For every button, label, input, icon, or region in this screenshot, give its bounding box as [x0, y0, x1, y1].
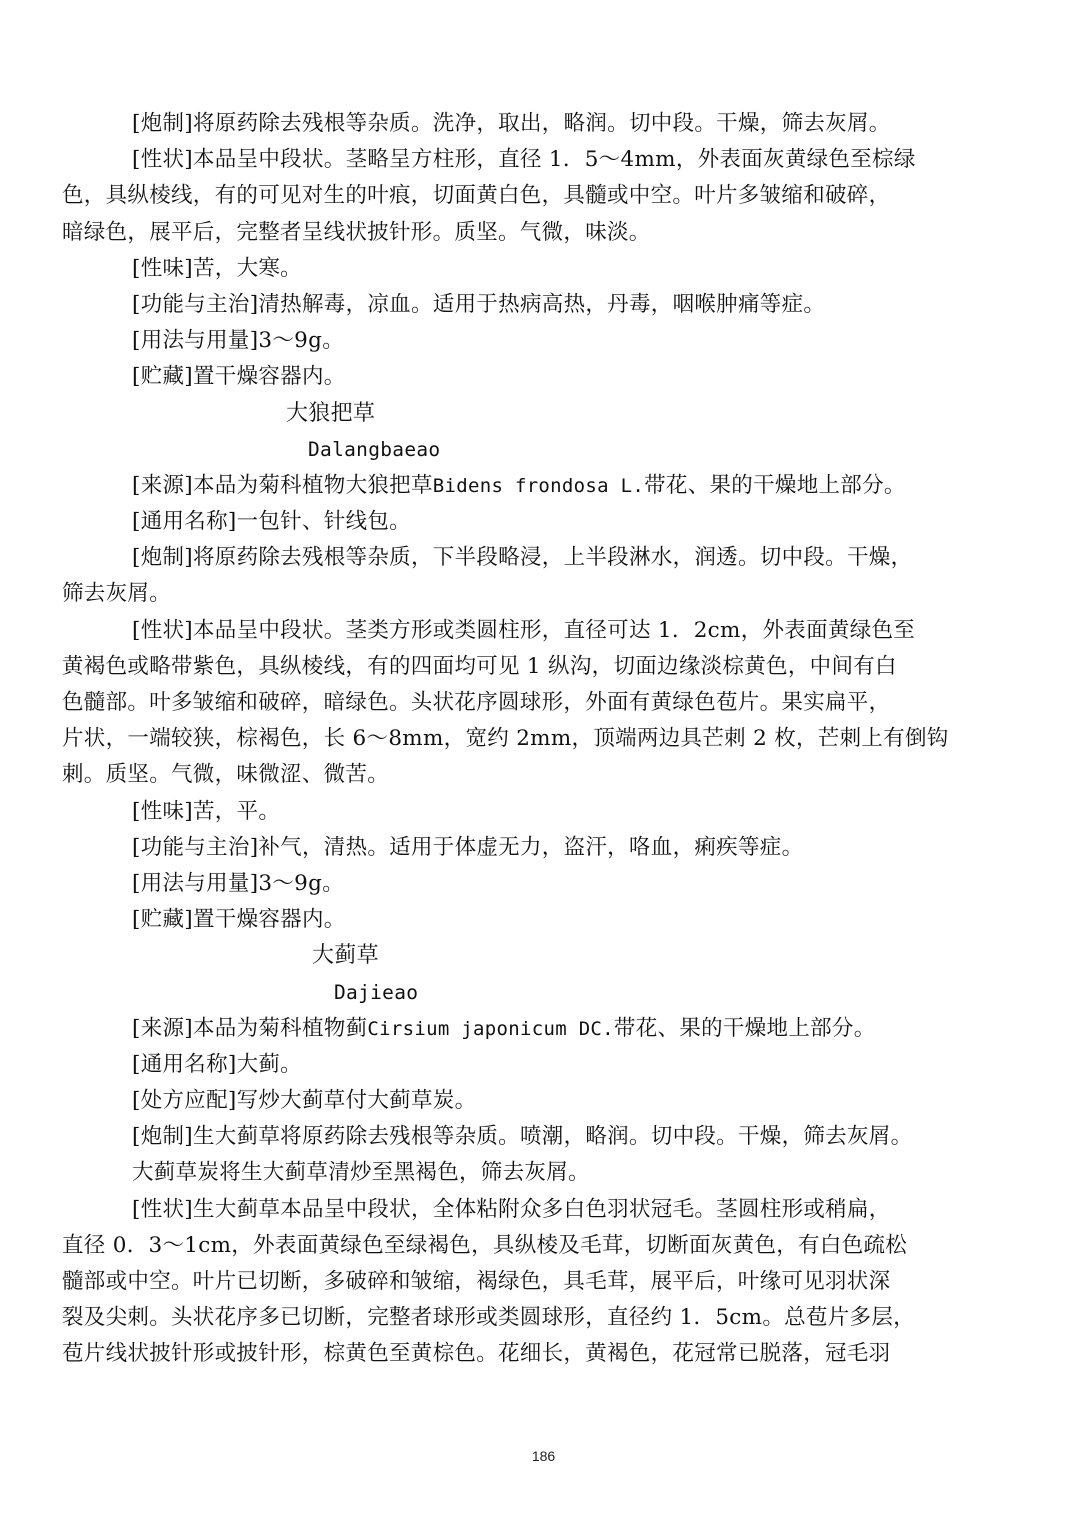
latin-name: Cirsium japonicum DC. [367, 1017, 614, 1040]
text-line: [性味]苦，大寒。 [132, 255, 302, 281]
text-line: [性状]生大蓟草本品呈中段状，全体粘附众多白色羽状冠毛。茎圆柱形或稍扁， [132, 1196, 891, 1222]
text-segment: 带花、果的干燥地上部分。 [613, 1015, 876, 1041]
text-line: [通用名称]一包针、针线包。 [132, 509, 411, 535]
text-line: 黄褐色或略带紫色，具纵棱线，有的四面均可见 1 纵沟，切面边缘淡棕黄色，中间有白 [62, 653, 897, 679]
text-line: 色髓部。叶多皱缩和破碎，暗绿色。头状花序圆球形，外面有黄绿色苞片。果实扁平， [62, 690, 891, 715]
entry-pinyin: Dalangbaeao [308, 437, 441, 461]
text-segment: [来源]本品为菊科植物大狼把草 [132, 472, 433, 498]
text-segment: 带花、果的干燥地上部分。 [644, 472, 906, 498]
text-line: [处方应配]写炒大蓟草付大蓟草炭。 [132, 1088, 477, 1114]
latin-name: Bidens frondosa L. [432, 474, 645, 497]
text-line: [功能与主治]补气，清热。适用于体虚无力，盗汗，咯血，痢疾等症。 [132, 834, 804, 860]
text-line: [炮制]生大蓟草将原药除去残根等杂质。喷潮，略润。切中段。干燥，筛去灰屑。 [132, 1124, 913, 1150]
text-line: 暗绿色，展平后，完整者呈线状披针形。质坚。气微，味淡。 [62, 219, 651, 245]
text-line: [性味]苦，平。 [132, 798, 281, 824]
text-line: 髓部或中空。叶片已切断，多破碎和皱缩，褐绿色，具毛茸，展平后，叶缘可见羽状深 [62, 1269, 891, 1294]
text-segment: [来源]本品为菊科植物蓟 [132, 1015, 368, 1041]
entry-title: 大蓟草 [312, 943, 379, 969]
text-line: 刺。质坚。气微，味微涩、微苦。 [62, 762, 390, 788]
text-line: [功能与主治]清热解毒，凉血。适用于热病高热，丹毒，咽喉肿痛等症。 [132, 291, 826, 317]
entry-title: 大狼把草 [286, 400, 376, 426]
text-line: 色，具纵棱线，有的可见对生的叶痕，切面黄白色，具髓或中空。叶片多皱缩和破碎， [62, 183, 891, 209]
text-line: [用法与用量]3～9g。 [132, 328, 344, 354]
text-line: [贮藏]置干燥容器内。 [132, 907, 346, 933]
entry-pinyin: Dajieao [334, 980, 419, 1004]
text-line: [炮制]将原药除去残根等杂质。洗净，取出，略润。切中段。干燥，筛去灰屑。 [132, 111, 891, 136]
document-page [62, 106, 1032, 1373]
page-number: 186 [531, 1448, 556, 1464]
text-line: [用法与用量]3～9g。 [132, 870, 344, 896]
text-line: 片状，一端较狭，棕褐色，长 6～8mm，宽约 2mm，顶端两边具芒刺 2 枚，芒刺上有倒钩 [62, 726, 949, 752]
text-line: 苞片线状披针形或披针形，棕黄色至黄棕色。花细长，黄褐色，花冠常已脱落，冠毛羽 [62, 1341, 891, 1367]
text-line: [通用名称]大蓟。 [132, 1051, 302, 1077]
text-line: 大蓟草炭将生大蓟草清炒至黑褐色，筛去灰屑。 [132, 1160, 590, 1186]
text-line: 裂及尖刺。头状花序多已切断，完整者球形或类圆球形，直径约 1．5cm。总苞片多层， [62, 1305, 915, 1331]
text-line [62, 1011, 1032, 1047]
text-line: 直径 0．3～1cm，外表面黄绿色至绿褐色，具纵棱及毛茸，切断面灰黄色，有白色疏松 [62, 1232, 908, 1258]
text-line [62, 468, 1032, 504]
text-line: [贮藏]置干燥容器内。 [132, 364, 346, 390]
text-line: 筛去灰屑。 [62, 581, 172, 607]
text-line: [性状]本品呈中段状。茎略呈方柱形，直径 1．5～4mm，外表面灰黄绿色至棕绿 [132, 147, 916, 173]
text-line: [性状]本品呈中段状。茎类方形或类圆柱形，直径可达 1．2cm，外表面黄绿色至 [132, 617, 916, 643]
text-line: [炮制]将原药除去残根等杂质，下半段略浸，上半段淋水，润透。切中段。干燥， [132, 545, 913, 571]
